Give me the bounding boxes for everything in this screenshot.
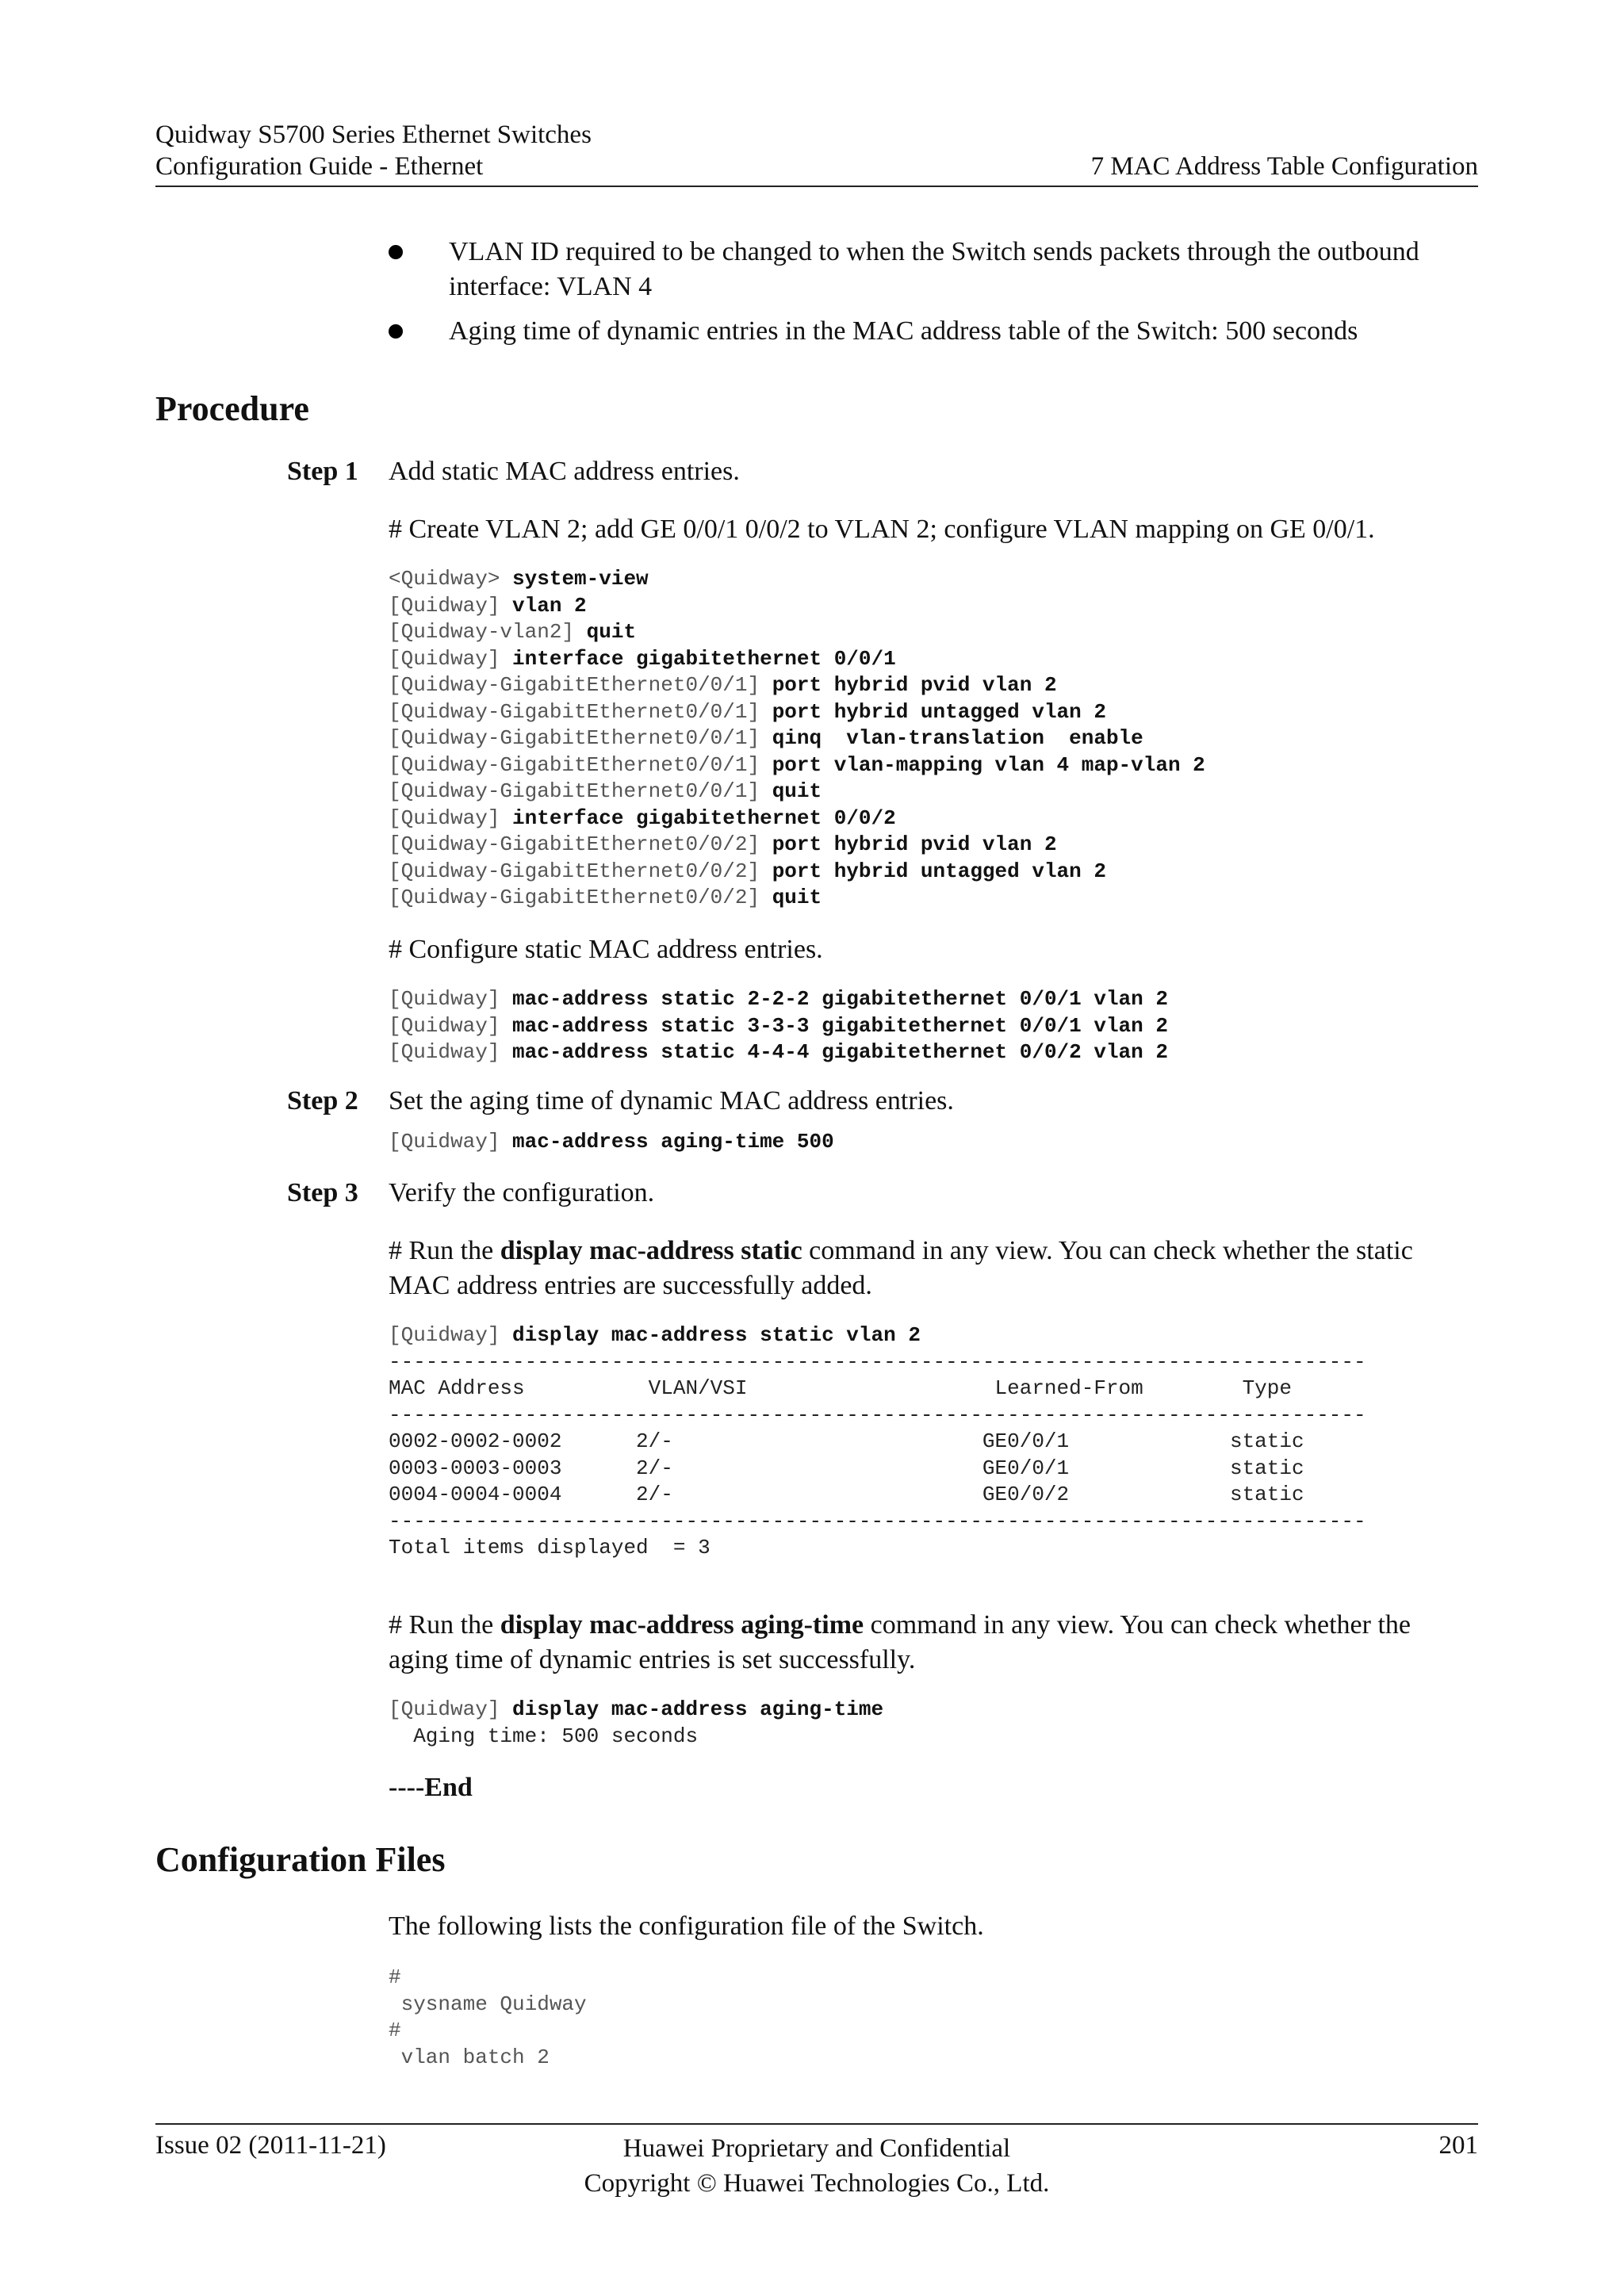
- cli-prompt: [Quidway-GigabitEthernet0/0/1]: [389, 752, 772, 777]
- paragraph-text: command in any view. You can check whether the: [864, 1610, 1411, 1640]
- step-3-paragraph-aging: [389, 1608, 1483, 1678]
- cli-command: vlan 2: [512, 593, 587, 618]
- step-2-text: Set the aging time of dynamic MAC address entries.: [389, 1086, 954, 1115]
- cli-command: port hybrid untagged vlan 2: [772, 699, 1106, 724]
- code-block-display-static: [389, 1322, 1366, 1562]
- cli-prompt: [Quidway]: [389, 987, 513, 1011]
- cli-prompt: [Quidway-GigabitEthernet0/0/1]: [389, 779, 772, 803]
- command-name-bold: display mac-address static: [500, 1236, 802, 1265]
- page-header: [155, 119, 1478, 187]
- bullet-item: [389, 314, 1483, 349]
- cli-prompt: [Quidway-GigabitEthernet0/0/2]: [389, 859, 772, 883]
- cli-command: port vlan-mapping vlan 4 map-vlan 2: [772, 752, 1205, 777]
- step-1-note-create-vlan: # Create VLAN 2; add GE 0/0/1 0/0/2 to VLAN 2; configure VLAN mapping on GE 0/0/1.: [389, 515, 1375, 544]
- bullet-text-line: interface: VLAN 4: [449, 272, 653, 301]
- code-block-aging-time: [389, 1129, 834, 1156]
- procedure-end-marker: ----End: [389, 1773, 473, 1802]
- step-3-text: Verify the configuration.: [389, 1178, 655, 1207]
- step-2-label: Step 2: [287, 1086, 358, 1115]
- cli-prompt: [Quidway]: [389, 1040, 513, 1064]
- cli-command: port hybrid pvid vlan 2: [772, 673, 1057, 697]
- cli-prompt: [Quidway]: [389, 806, 513, 830]
- step-1-label: Step 1: [287, 457, 358, 486]
- header-guide-title: Configuration Guide - Ethernet: [155, 152, 484, 181]
- command-name-bold: display mac-address aging-time: [500, 1610, 864, 1640]
- mac-address-table-output: ------------------------------------------------------------------------------- MAC Address VLAN/VSI Learned-From Type ------------------------------------------------------------------------------- 0002-0002-0002 2/- GE0/0/1 static 0003-0003-0003 2/- GE0/0/1 static 0004-0004-0004 2/- GE0/0/2 static ------------------------------------------------------------------------------- Total items displayed = 3: [389, 1349, 1366, 1559]
- bullet-text-line: VLAN ID required to be changed to when the Switch sends packets through the outbound: [449, 237, 1419, 266]
- cli-prompt: [Quidway-GigabitEthernet0/0/2]: [389, 832, 772, 856]
- configuration-files-heading: Configuration Files: [155, 1840, 446, 1879]
- footer-page-number: 201: [1438, 2131, 1478, 2160]
- paragraph-text: # Run the: [389, 1236, 500, 1265]
- cli-prompt: [Quidway]: [389, 1697, 513, 1721]
- cli-command: mac-address aging-time 500: [512, 1130, 834, 1154]
- cli-prompt: [Quidway-GigabitEthernet0/0/1]: [389, 726, 772, 750]
- footer-issue: Issue 02 (2011-11-21): [155, 2131, 386, 2160]
- step-1-note-static-mac: # Configure static MAC address entries.: [389, 935, 823, 964]
- cli-prompt: [Quidway]: [389, 1130, 513, 1154]
- page-footer: [155, 2123, 1478, 2196]
- cli-prompt: [Quidway]: [389, 1323, 513, 1347]
- cli-prompt: [Quidway]: [389, 593, 513, 618]
- bullet-dot-icon: [389, 245, 403, 259]
- cli-command: quit: [586, 620, 637, 644]
- footer-proprietary-line: Huawei Proprietary and Confidential: [622, 2134, 1011, 2163]
- footer-copyright-line: Copyright © Huawei Technologies Co., Ltd.: [584, 2169, 1050, 2198]
- cli-command: port hybrid pvid vlan 2: [772, 832, 1057, 856]
- cli-command: mac-address static 4-4-4 gigabitethernet 0/0/2 vlan 2: [512, 1040, 1168, 1064]
- bullet-item: [389, 235, 1483, 304]
- procedure-heading: Procedure: [155, 389, 309, 428]
- paragraph-text: aging time of dynamic entries is set successfully.: [389, 1645, 916, 1674]
- bullet-text-line: Aging time of dynamic entries in the MAC address table of the Switch: 500 seconds: [449, 316, 1358, 346]
- cli-prompt: [Quidway-GigabitEthernet0/0/1]: [389, 699, 772, 724]
- code-block-static-mac: [389, 986, 1168, 1066]
- step-3-label: Step 3: [287, 1178, 358, 1207]
- code-block-config-file: # sysname Quidway # vlan batch 2: [389, 1965, 587, 2069]
- cli-command: display mac-address aging-time: [512, 1697, 884, 1721]
- cli-prompt: [Quidway-vlan2]: [389, 620, 587, 644]
- cli-prompt: <Quidway>: [389, 567, 513, 591]
- step-3-paragraph-static: [389, 1234, 1483, 1303]
- cli-command: interface gigabitethernet 0/0/1: [512, 646, 896, 671]
- cli-prompt: [Quidway]: [389, 1013, 513, 1038]
- cli-command: system-view: [512, 567, 649, 591]
- cli-prompt: [Quidway-GigabitEthernet0/0/2]: [389, 886, 772, 909]
- cli-output: Aging time: 500 seconds: [389, 1724, 699, 1748]
- cli-prompt: [Quidway]: [389, 646, 513, 671]
- cli-command: qinq vlan-translation enable: [772, 726, 1143, 750]
- cli-command: interface gigabitethernet 0/0/2: [512, 806, 896, 830]
- cli-command: mac-address static 2-2-2 gigabitethernet 0/0/1 vlan 2: [512, 987, 1168, 1011]
- bullet-dot-icon: [389, 324, 403, 339]
- code-block-vlan-config: [389, 566, 1205, 912]
- header-chapter-title: 7 MAC Address Table Configuration: [1090, 152, 1478, 181]
- footer-copyright: [155, 2131, 1478, 2201]
- cli-command: quit: [772, 886, 822, 909]
- paragraph-text: command in any view. You can check whether the static: [802, 1236, 1413, 1265]
- code-block-display-aging: [389, 1697, 883, 1750]
- cli-prompt: [Quidway-GigabitEthernet0/0/1]: [389, 673, 772, 697]
- paragraph-text: # Run the: [389, 1610, 500, 1640]
- cli-command: port hybrid untagged vlan 2: [772, 859, 1106, 883]
- configuration-files-intro: The following lists the configuration file of the Switch.: [389, 1911, 984, 1941]
- cli-command: quit: [772, 779, 822, 803]
- cli-command: display mac-address static vlan 2: [512, 1323, 921, 1347]
- header-product-title: Quidway S5700 Series Ethernet Switches: [155, 121, 592, 149]
- cli-command: mac-address static 3-3-3 gigabitethernet 0/0/1 vlan 2: [512, 1013, 1168, 1038]
- paragraph-text: MAC address entries are successfully added.: [389, 1271, 872, 1300]
- step-1-text: Add static MAC address entries.: [389, 457, 740, 486]
